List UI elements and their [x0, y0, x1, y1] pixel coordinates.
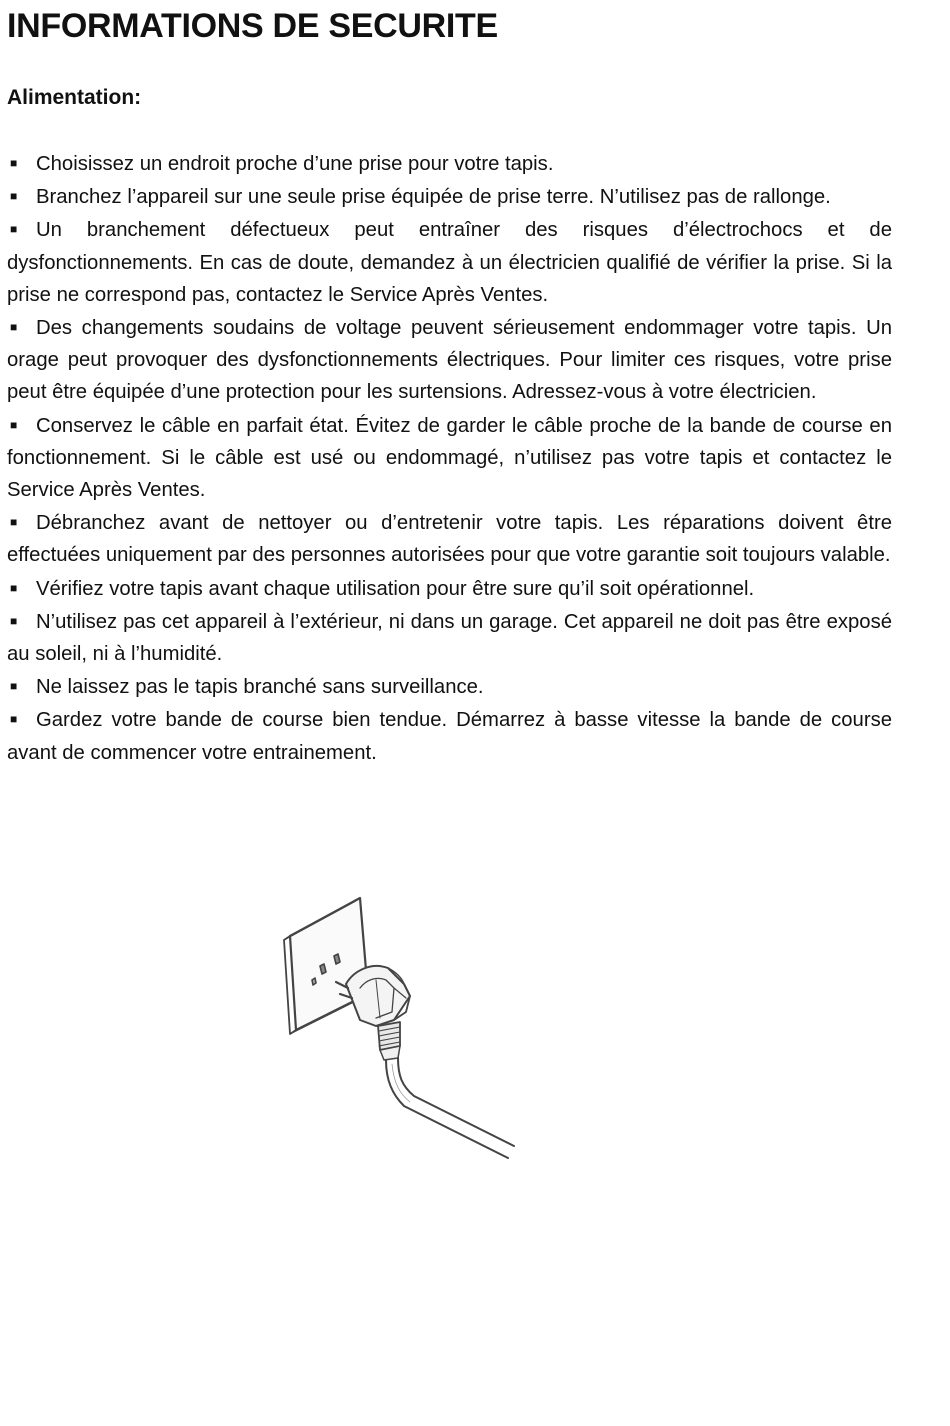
- list-item: [7, 180, 892, 213]
- document-page: [7, 0, 892, 769]
- bullet-icon: ■: [10, 613, 18, 628]
- list-item: [7, 409, 892, 507]
- bullet-icon: ■: [10, 580, 18, 595]
- list-item-text: Ne laissez pas le tapis branché sans surveillance.: [36, 676, 484, 699]
- section-heading: Alimentation:: [7, 86, 142, 109]
- list-item-text: Débranchez avant de nettoyer ou d’entretenir votre tapis. Les réparations doivent être effectuées uniquement par des personnes autorisées pour que votre garantie soit toujours valable.: [7, 512, 892, 567]
- list-item-text: Vérifiez votre tapis avant chaque utilisation pour être sure qu’il soit opérationnel.: [36, 577, 755, 600]
- list-item-text: Des changements soudains de voltage peuvent sérieusement endommager votre tapis. Un orage peut provoquer des dysfonctionnements électriques. Pour limiter ces risques, votre prise peut être équipée d’une protection pour les surtensions. Adressez-vous à votre électricien.: [7, 317, 892, 404]
- list-item-text: Un branchement défectueux peut entraîner des risques d’électrochocs et de dysfonctionnements. En cas de doute, demandez à un électricien qualifié de vérifier la prise. Si la prise ne correspond pas, contactez le Service Après Ventes.: [7, 219, 892, 306]
- bullet-icon: ■: [10, 417, 18, 432]
- bullet-icon: ■: [10, 156, 18, 170]
- list-item: [7, 605, 892, 670]
- list-item: [7, 572, 892, 605]
- safety-list: [7, 147, 892, 769]
- plug-illustration: [276, 888, 516, 1160]
- list-item: [7, 703, 892, 768]
- list-item: [7, 506, 892, 571]
- list-item-text: Choisissez un endroit proche d’une prise pour votre tapis.: [36, 153, 554, 175]
- bullet-icon: ■: [10, 189, 18, 204]
- list-item: [7, 213, 892, 311]
- page-title: INFORMATIONS DE SECURITE: [7, 7, 498, 45]
- list-item-text: Gardez votre bande de course bien tendue. Démarrez à basse vitesse la bande de course avant de commencer votre entrainement.: [7, 709, 892, 764]
- bullet-icon: ■: [10, 679, 18, 694]
- list-item-text: Conservez le câble en parfait état. Évitez de garder le câble proche de la bande de course en fonctionnement. Si le câble est usé ou endommagé, n’utilisez pas votre tapis et contactez le Service Après Ventes.: [7, 414, 892, 502]
- bullet-icon: ■: [10, 222, 18, 237]
- list-item: [7, 147, 892, 180]
- bullet-icon: ■: [10, 515, 18, 530]
- list-item: [7, 670, 892, 703]
- list-item-text: Branchez l’appareil sur une seule prise équipée de prise terre. N’utilisez pas de rallonge.: [36, 186, 831, 209]
- bullet-icon: ■: [10, 320, 18, 335]
- bullet-icon: ■: [10, 712, 18, 727]
- list-item: [7, 311, 892, 409]
- list-item-text: N’utilisez pas cet appareil à l’extérieur, ni dans un garage. Cet appareil ne doit pas être exposé au soleil, ni à l’humidité.: [7, 610, 892, 666]
- plug-in-socket-icon: [276, 888, 516, 1160]
